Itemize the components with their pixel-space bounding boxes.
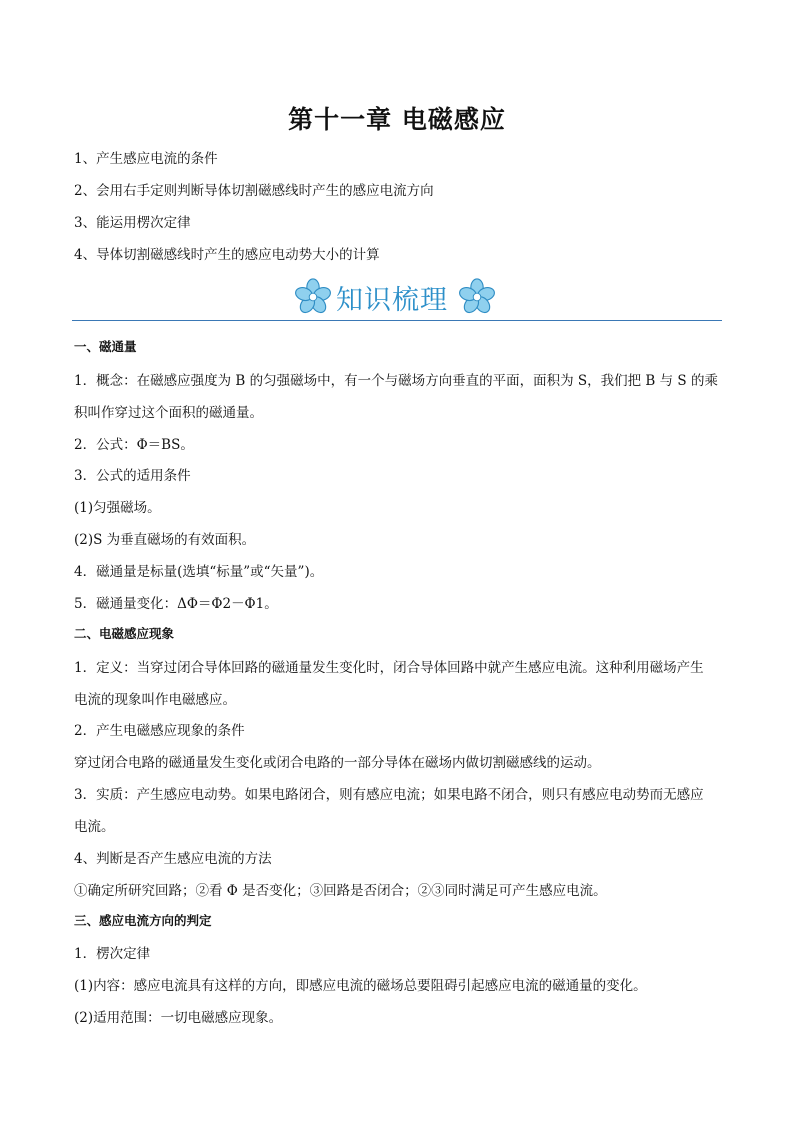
paragraph-line: 3．公式的适用条件 bbox=[74, 468, 191, 484]
section-heading: 一、磁通量 bbox=[74, 339, 137, 354]
paragraph-line: 电流的现象叫作电磁感应。 bbox=[74, 692, 236, 708]
flower-icon bbox=[458, 278, 496, 316]
section-banner bbox=[286, 272, 508, 320]
paragraph-line: ①确定所研究回路；②看 Φ 是否变化；③回路是否闭合；②③同时满足可产生感应电流。 bbox=[74, 883, 607, 899]
objective-item: 1、产生感应电流的条件 bbox=[74, 151, 218, 167]
paragraph-line: (1)内容：感应电流具有这样的方向，即感应电流的磁场总要阻碍引起感应电流的磁通量的变化。 bbox=[74, 978, 647, 994]
paragraph-line: 1．楞次定律 bbox=[74, 946, 151, 962]
paragraph-line: (1)匀强磁场。 bbox=[74, 500, 161, 516]
paragraph-line: (2)S 为垂直磁场的有效面积。 bbox=[74, 532, 256, 548]
section-heading: 二、电磁感应现象 bbox=[74, 626, 175, 641]
section-divider bbox=[72, 320, 722, 321]
paragraph-line: 1．概念：在磁感应强度为 B 的匀强磁场中，有一个与磁场方向垂直的平面，面积为 S，我们把 B 与 S 的乘 bbox=[74, 373, 718, 389]
paragraph-line: 1．定义：当穿过闭合导体回路的磁通量发生变化时，闭合导体回路中就产生感应电流。这种利用磁场产生 bbox=[74, 660, 704, 676]
paragraph-line: 积叫作穿过这个面积的磁通量。 bbox=[74, 405, 263, 421]
paragraph-line: 5．磁通量变化：ΔΦ＝Φ2－Φ1。 bbox=[74, 596, 278, 612]
paragraph-line: 4．磁通量是标量(选填“标量”或“矢量”)。 bbox=[74, 564, 324, 580]
objective-item: 2、会用右手定则判断导体切割磁感线时产生的感应电流方向 bbox=[74, 183, 434, 199]
paragraph-line: 3．实质：产生感应电动势。如果电路闭合，则有感应电流；如果电路不闭合，则只有感应电动势而无感应 bbox=[74, 787, 704, 803]
objective-item: 3、能运用楞次定律 bbox=[74, 215, 191, 231]
objective-item: 4、导体切割磁感线时产生的感应电动势大小的计算 bbox=[74, 247, 380, 263]
flower-icon bbox=[294, 278, 332, 316]
paragraph-line: (2)适用范围：一切电磁感应现象。 bbox=[74, 1010, 283, 1026]
banner-label: 知识梳理 bbox=[336, 285, 448, 316]
section-heading: 三、感应电流方向的判定 bbox=[74, 913, 212, 928]
paragraph-line: 2．产生电磁感应现象的条件 bbox=[74, 723, 245, 739]
paragraph-line: 2．公式：Φ＝BS。 bbox=[74, 437, 194, 453]
chapter-title: 第十一章 电磁感应 bbox=[288, 105, 506, 134]
paragraph-line: 穿过闭合电路的磁通量发生变化或闭合电路的一部分导体在磁场内做切割磁感线的运动。 bbox=[74, 755, 601, 771]
paragraph-line: 4、判断是否产生感应电流的方法 bbox=[74, 851, 272, 867]
paragraph-line: 电流。 bbox=[74, 819, 115, 835]
